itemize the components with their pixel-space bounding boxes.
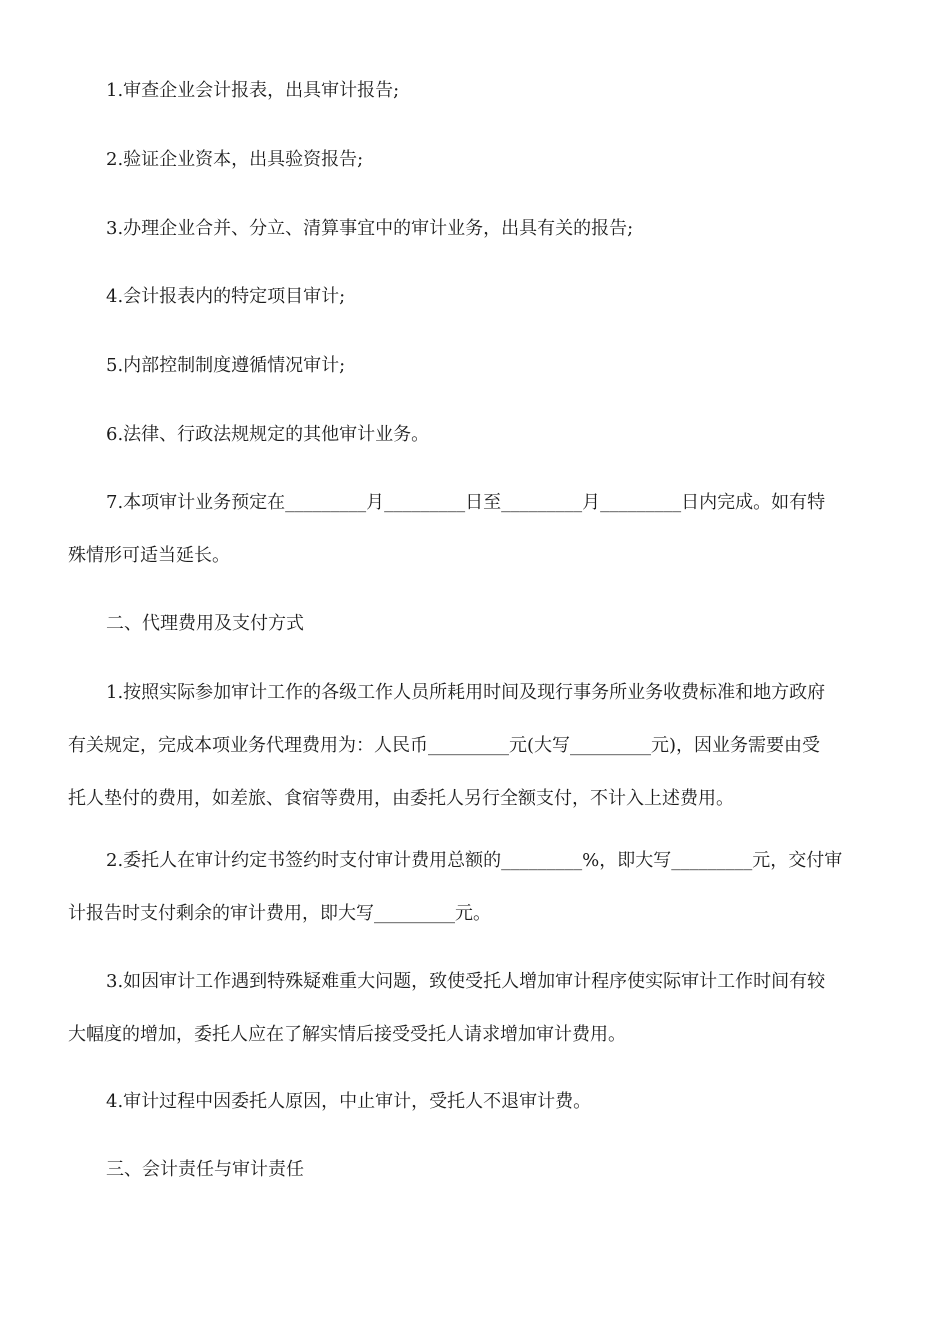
list-item: [68, 133, 882, 186]
section-heading: [68, 1143, 882, 1196]
list-item: [68, 1075, 882, 1128]
text-line: 三、会计责任与审计责任: [106, 1159, 304, 1180]
list-item: [68, 202, 882, 255]
text-line: 4.审计过程中因委托人原因，中止审计，受托人不退审计费。: [106, 1091, 592, 1112]
text-line: 5.内部控制制度遵循情况审计;: [106, 355, 346, 376]
text-line: 7.本项审计业务预定在_________月_________日至_________月_________日内完成。如有特: [106, 492, 826, 513]
text-line: 3.如因审计工作遇到特殊疑难重大问题，致使受托人增加审计程序使实际审计工作时间有较: [106, 971, 826, 992]
list-item: [68, 408, 882, 461]
text-line: 托人垫付的费用，如差旅、食宿等费用，由委托人另行全额支付，不计入上述费用。: [68, 788, 734, 809]
list-item: [68, 270, 882, 323]
text-line: 殊情形可适当延长。: [68, 545, 230, 566]
text-line: 3.办理企业合并、分立、清算事宜中的审计业务，出具有关的报告;: [106, 218, 634, 239]
list-item: [68, 666, 882, 825]
section-heading: [68, 597, 882, 650]
list-item: [68, 64, 882, 117]
list-item: [68, 339, 882, 392]
text-line: 计报告时支付剩余的审计费用，即大写_________元。: [68, 903, 491, 924]
text-line: 2.委托人在审计约定书签约时支付审计费用总额的_________%，即大写_________元，交付审: [106, 850, 843, 871]
text-line: 1.审查企业会计报表，出具审计报告;: [106, 80, 400, 101]
list-item: [68, 834, 882, 940]
text-line: 大幅度的增加，委托人应在了解实情后接受受托人请求增加审计费用。: [68, 1024, 626, 1045]
text-line: 1.按照实际参加审计工作的各级工作人员所耗用时间及现行事务所业务收费标准和地方政府: [106, 682, 826, 703]
text-line: 6.法律、行政法规规定的其他审计业务。: [106, 424, 430, 445]
list-item: [68, 955, 882, 1061]
list-item: [68, 476, 882, 582]
text-line: 4.会计报表内的特定项目审计;: [106, 286, 346, 307]
text-line: 二、代理费用及支付方式: [106, 613, 304, 634]
text-line: 有关规定，完成本项业务代理费用为：人民币_________元(大写_________元)，因业务需要由受: [68, 735, 821, 756]
text-line: 2.验证企业资本，出具验资报告;: [106, 149, 364, 170]
